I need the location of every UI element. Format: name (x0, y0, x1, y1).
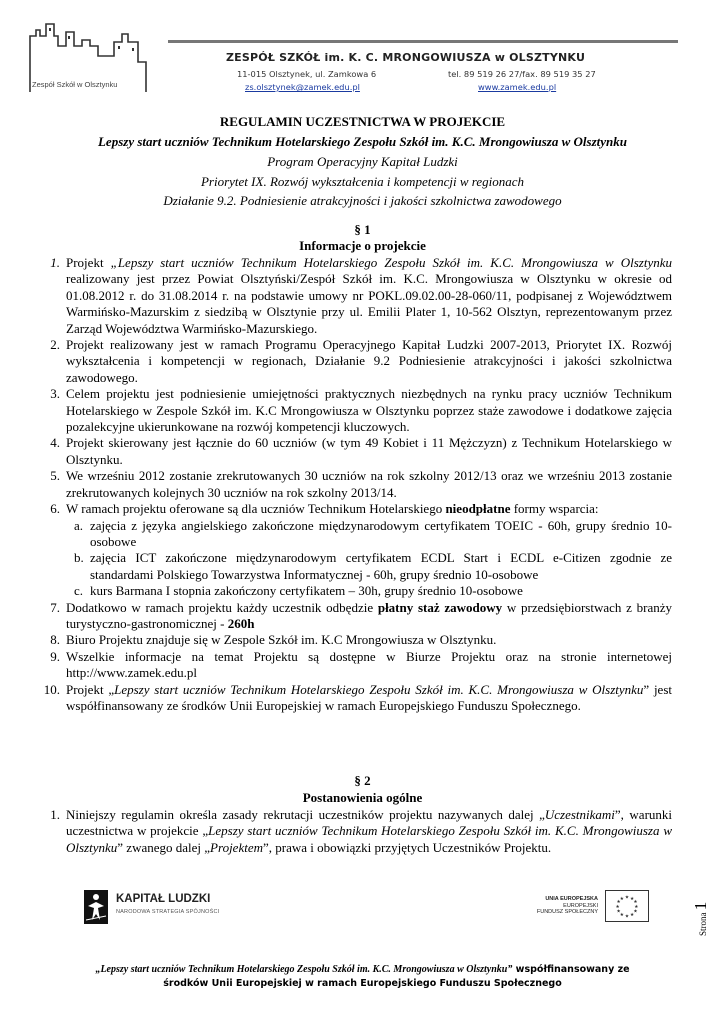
list-item: 10. Projekt „Lepszy start uczniów Technikum Hotelarskiego Zespołu Szkół im. K.C. Mrongowiusza w Olsztynku” jest współfinansowany ze środków Unii Europejskiej w ramach Europejskiego Funduszu Społecznego. (66, 682, 672, 715)
list-item: 9. Wszelkie informacje na temat Projektu są dostępne w Biurze Projektu oraz na stronie internetowej http://www.zamek.edu.pl (66, 649, 672, 682)
list-item: 2. Projekt realizowany jest w ramach Programu Operacyjnego Kapitał Ludzki 2007-2013, Priorytet IX. Rozwój wykształcenia i kompetencji w regionach, Działanie 9.2 Podniesienie atrakcyjności i jakości szkolnictwa zawodowego. (66, 337, 672, 386)
section-1-list (43, 255, 673, 714)
school-address: 11-015 Olsztynek, ul. Zamkowa 6 (237, 69, 377, 79)
eu-flag-icon (605, 890, 649, 922)
item-number: 8. (50, 632, 60, 648)
header-divider (168, 40, 678, 43)
item-number: 1. (50, 807, 60, 822)
section-1-number: § 1 (354, 222, 371, 237)
priority-name: Priorytet IX. Rozwój wykształcenia i kompetencji w regionach (200, 174, 524, 189)
website-link[interactable]: www.zamek.edu.pl (478, 82, 557, 92)
item-number: 10. (43, 681, 60, 697)
kapital-ludzki-title: KAPITAŁ LUDZKI (116, 893, 211, 905)
item-number: 4. (50, 435, 60, 451)
list-item: 7. Dodatkowo w ramach projektu każdy uczestnik odbędzie płatny staż zawodowy w przedsiębiorstwach z branży turystyczno-gastronomicznej - 260h (66, 600, 672, 633)
kapital-ludzki-logo-icon (84, 890, 108, 924)
item-number: 9. (50, 648, 60, 664)
item-number: 1. (50, 255, 60, 270)
action-name: Działanie 9.2. Podniesienie atrakcyjności i jakości szkolnictwa zawodowego (163, 193, 562, 208)
section-1-heading: Informacje o projekcie (299, 238, 426, 253)
page-number: Strona 1 (691, 901, 710, 936)
svg-text:★: ★ (615, 904, 620, 910)
item-number: 3. (50, 386, 60, 402)
svg-text:★: ★ (624, 914, 630, 920)
svg-text:★: ★ (619, 896, 624, 902)
cofinancing-note: „Lepszy start uczniów Technikum Hotelarskiego Zespołu Szkół im. K.C. Mrongowiusza w Olsztynku” współfinansowany ze środków Unii Europejskiej w ramach Europejskiego Funduszu Społecznego (95, 964, 630, 989)
list-item: 4. Projekt skierowany jest łącznie do 60 uczniów (w tym 49 Kobiet i 11 Mężczyzn) z Technikum Hotelarskiego w Olsztynku. (66, 435, 672, 468)
logo-caption: Zespół Szkół w Olsztynku (32, 80, 118, 89)
item-number: 5. (50, 468, 60, 484)
program-name: Program Operacyjny Kapitał Ludzki (267, 154, 458, 169)
svg-text:★: ★ (630, 912, 635, 918)
list-item: 1. Niniejszy regulamin określa zasady rekrutacji uczestników projektu nazywanych dalej „Uczestnikami”, warunki uczestnictwa w projekcie „Lepszy start uczniów Technikum Hotelarskiego Zespołu Szkół im. K.C. Mrongowiusza w Olsztynku” zwanego dalej „Projektem”, prawa i obowiązki przyjętych Uczestników Projektu. (66, 807, 672, 856)
school-phone: tel. 89 519 26 27/fax. 89 519 35 27 (448, 69, 596, 79)
kapital-ludzki-subtitle: NARODOWA STRATEGIA SPÓJNOŚCI (116, 909, 220, 915)
svg-text:★: ★ (616, 909, 621, 915)
page-footer (0, 880, 725, 1024)
svg-text:★: ★ (633, 900, 638, 906)
eu-fund-label: UNIA EUROPEJSKA EUROPEJSKI FUNDUSZ SPOŁECZNY (536, 896, 598, 915)
list-item: 6. W ramach projektu oferowane są dla uczniów Technikum Hotelarskiego nieodpłatne formy wsparcia: a. zajęcia z języka angielskiego zakończone międzynarodowym certyfikatem TOEIC - 60h, grupy średnio 10-osobowe b. zajęcia ICT zakończone międzynarodowym certyfikatem ECDL Start i ECDL e-Citizen zgodnie ze standardami Polskiego Towarzystwa Informatycznej - 60h, grupy średnio 10-osobowe c. kurs Barmana I stopnia zakończony certyfikatem – 30h, grupy średnio 10-osobowe (66, 501, 672, 599)
list-item: 8. Biuro Projektu znajduje się w Zespole Szkół im. K.C Mrongowiusza w Olsztynku. (66, 632, 672, 648)
list-item: 5. We wrześniu 2012 zostanie zrekrutowanych 30 uczniów na rok szkolny 2012/13 oraz we wrześniu 2013 zostanie zrekrutowanych kolejnych 30 uczniów na rok szkolny 2013/14. (66, 468, 672, 501)
project-title: Lepszy start uczniów Technikum Hotelarskiego Zespołu Szkół im. K.C. Mrongowiusza w Olsztynku (97, 134, 627, 149)
item-number: 6. (50, 501, 60, 517)
svg-text:★: ★ (634, 904, 639, 910)
list-item: 3. Celem projektu jest podniesienie umiejętności praktycznych niezbędnych na rynku pracy uczniów Technikum Hotelarskiego w Zespole Szkół im. K.C Mrongowiusza w Olsztynku poprzez staże zawodowe i dodatkowe zajęcia pozalekcyjne ukierunkowane na rozwój kompetencji kluczowych. (66, 386, 672, 435)
item-number: 7. (50, 599, 60, 615)
svg-text:★: ★ (630, 896, 635, 902)
section-2-list (50, 807, 673, 856)
document-title: REGULAMIN UCZESTNICTWA W PROJEKCIE (219, 114, 506, 129)
svg-text:★: ★ (616, 900, 621, 906)
email-link[interactable]: zs.olsztynek@zamek.edu.pl (245, 82, 360, 92)
school-name: ZESPÓŁ SZKÓŁ im. K. C. MRONGOWIUSZA w OLSZTYNKU (226, 51, 586, 64)
svg-text:★: ★ (633, 909, 638, 915)
letterhead (0, 0, 725, 105)
section-2-heading: Postanowienia ogólne (302, 790, 423, 805)
section-2-number: § 2 (354, 773, 371, 788)
svg-text:★: ★ (619, 912, 624, 918)
list-item: 1. Projekt „Lepszy start uczniów Technikum Hotelarskiego Zespołu Szkół im. K.C. Mrongowiusza w Olsztynku realizowany jest przez Powiat Olsztyński/Zespół Szkół im. K.C. Mrongowiusza w Olsztynku w okresie od 01.08.2012 r. do 31.08.2014 r. na podstawie umowy nr POKL.09.02.00-28-060/11, podpisanej z Województwem Warmińsko-Mazurskim z siedzibą w Olsztynie przy ul. Emilii Plater 1, 10-562 Olsztyn, reprezentowanym przez Zarząd Województwa Warmińsko-Mazurskiego. (66, 255, 672, 337)
svg-text:★: ★ (624, 895, 630, 901)
sub-item: c. kurs Barmana I stopnia zakończony certyfikatem – 30h, grupy średnio 10-osobowe (74, 583, 523, 599)
sub-item: b. zajęcia ICT zakończone międzynarodowym certyfikatem ECDL Start i ECDL e-Citizen zgodnie ze standardami Polskiego Towarzystwa Informatycznej - 60h, grupy średnio 10-osobowe (74, 550, 672, 582)
sub-item: a. zajęcia z języka angielskiego zakończone międzynarodowym certyfikatem TOEIC - 60h, grupy średnio 10-osobowe (74, 517, 672, 549)
item-number: 2. (50, 337, 60, 353)
